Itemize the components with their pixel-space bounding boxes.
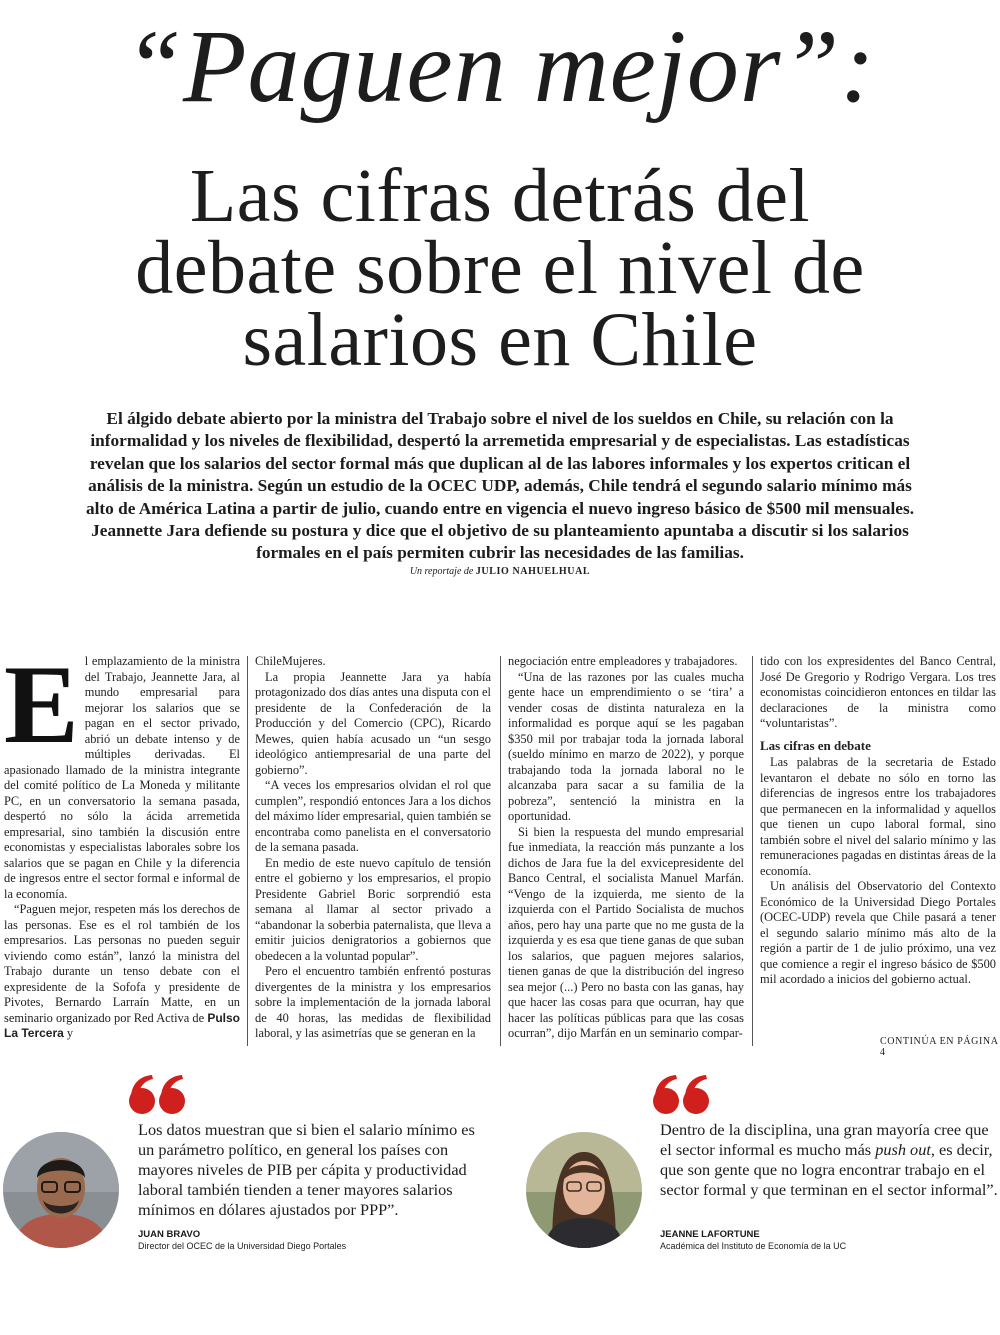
article-column-2 <box>255 654 491 1050</box>
subheadline-line-3: salarios en Chile <box>242 298 758 382</box>
pull-quote <box>660 1120 1000 1200</box>
pull-quote: Los datos muestran que si bien el salario mínimo es un parámetro político, en general los países con mayores niveles de PIB per cápita y productividad laboral también tienden a tener mayores salarios mínimos en dólares ajustados por PPP”. <box>138 1120 475 1219</box>
column-divider <box>752 656 753 1046</box>
portrait-photo <box>526 1132 642 1248</box>
paragraph: “Una de las razones por las cuales mucha gente hace un emprendimiento o se ‘tira’ a vender cosas de distinta naturaleza en la informalidad es porque aquí se les pagaban $350 mil por trabajar toda la jornada laboral (sueldo mínimo en marzo de 2022), y porque trabajando toda la jornada laboral no le alcanzaba para sacar a su familia de la pobreza”, sentenció la ministra en la oportunidad. <box>508 669 744 823</box>
brand-name: Pulso La Tercera <box>4 1010 240 1040</box>
paragraph: Si bien la respuesta del mundo empresarial fue inmediata, la reacción más punzante a los dichos de Jara fue la del exvicepresidente del Banco Central, el socialista Manuel Marfán. “Vengo de la izquierda, me siento de la izquierda con el Partido Socialista de muchos años, pero hay una parte que no me gusta de la izquierda y es esa que tiene ganas de que suban los salarios, que paguen mejores salarios, tienen ganas de que la distribución del ingreso sea mejor (...) Pero no basta con las ganas, hay que hacer las cosas para que ocurran, hay que hacer las políticas públicas para que las cosas ocurran”, dijo Marfán en un seminario compar- <box>508 824 744 1040</box>
continued-on-page: CONTINÚA EN PÁGINA 4 <box>880 1036 999 1058</box>
paragraph <box>4 902 240 1042</box>
paragraph: negociación entre empleadores y trabajadores. <box>508 654 738 668</box>
paragraph: Las palabras de la secretaria de Estado levantaron el debate no sólo en torno las diferencias de ingresos entre los trabajadores que permanecen en la informalidad y aquellos que tienen un cupo laboral formal, sino también sobre el nivel del salario mínimo y las remuneraciones pagadas en distintas áreas de la economía. <box>760 755 997 878</box>
paragraph: tido con los expresidentes del Banco Central, José De Gregorio y Rodrigo Vergara. Los tres economistas coincidieron entonces en tildar las declaraciones de la ministra como “voluntaristas”. <box>760 654 996 730</box>
quote-author-name: JUAN BRAVO <box>138 1229 201 1240</box>
drop-cap: E <box>4 643 79 767</box>
byline-prefix: Un reportaje de <box>409 566 474 577</box>
byline <box>0 566 1000 577</box>
quote-text: Dentro de la disciplina, una gran mayoría cree que el sector informal es mucho más <box>660 1120 989 1159</box>
quote-author-name: JEANNE LAFORTUNE <box>660 1229 760 1240</box>
quote-mark-icon <box>652 1074 712 1116</box>
article-column-1 <box>4 643 240 1050</box>
paragraph-text: “Paguen mejor, respeten más los derechos de las personas. Ese es el rol también de los empresarios. Las personas no pueden seguir viviendo como están”, lanzó la ministra del Trabajo durante un tenso debate con el expresidente de la Sofofa y presidente de Pivotes, Bernardo Larraín Matte, en un seminario organizado por Red Activa de <box>4 902 240 1025</box>
paragraph: La propia Jeannette Jara ya había protagonizado dos días antes una disputa con el presidente de la Confederación de la Producción y del Comercio (CPC), Ricardo Mewes, quien había acusado un “un sesgo ideológico antiempresarial de una parte del gobierno”. <box>255 669 491 777</box>
paragraph: ChileMujeres. <box>255 654 326 668</box>
lede: El álgido debate abierto por la ministra del Trabajo sobre el nivel de los sueldos en Chile, su relación con la informalidad y los niveles de flexibilidad, despertó la arremetida empresarial y de especialistas. Las estadísticas revelan que los salarios del sector formal más que duplican al de las labores informales y los expertos critican el análisis de la ministra. Según un estudio de la OCEC UDP, además, Chile tendrá el segundo salario mínimo más alto de América Latina a partir de julio, cuando entre en vigencia el nuevo ingreso básico de $500 mil mensuales. Jeannette Jara defiende su postura y dice que el objetivo de su planteamiento apuntaba a discutir si los salarios formales en el país permiten cubrir las necesidades de las familias. <box>85 409 915 563</box>
quote-emphasis: push out <box>875 1140 931 1159</box>
quote-author-role: Director del OCEC de la Universidad Diego Portales <box>138 1241 347 1251</box>
section-heading: Las cifras en debate <box>760 737 871 753</box>
paragraph-end: y <box>66 1026 74 1040</box>
paragraph: Un análisis del Observatorio del Contexto Económico de la Universidad Diego Portales (OCEC-UDP) revela que Chile pasará a tener el segundo salario mínimo más alto de la región a partir de 1 de julio próximo, una vez que comience a regir el ingreso básico de $500 mil acordado a inicios del gobierno actual. <box>760 879 996 986</box>
subheadline-line-1: Las cifras detrás del <box>189 154 811 238</box>
portrait-photo <box>3 1132 119 1248</box>
subheadline-line-2: debate sobre el nivel de <box>135 226 865 310</box>
paragraph: En medio de este nuevo capítulo de tensión entre el gobierno y los empresarios, el propio Presidente Gabriel Boric sorprendió esta semana al llamar al sector privado a “abandonar la soberbia paternalista, que lleva a emitir juicios denigratorios a gobiernos que obedecen a la voluntad popular”. <box>255 855 491 963</box>
paragraph: Pero el encuentro también enfrentó posturas divergentes de la ministra y los empresarios sobre la implementación de la jornada laboral de 40 horas, las medidas de flexibilidad laboral, y las asimetrías que se generan en la <box>255 964 491 1040</box>
quote-author-role: Académica del Instituto de Economía de la UC <box>660 1241 847 1251</box>
quote-text: , es decir, que son gente que no logra encontrar trabajo en el sector formal y que terminan en el sector informal”. <box>660 1140 998 1199</box>
paragraph: “A veces los empresarios olvidan el rol que cumplen”, respondió entonces Jara a los dichos del máximo líder empresarial, quien también se encontraba como panelista en el conversatorio de la semana pasada. <box>255 778 491 854</box>
subheadline <box>60 154 940 382</box>
column-divider <box>247 656 248 1046</box>
headline: “Paguen mejor”: <box>124 9 876 124</box>
article-column-4 <box>760 654 996 1050</box>
column-divider <box>500 656 501 1046</box>
quote-mark-icon <box>128 1074 188 1116</box>
byline-author: JULIO NAHUELHUAL <box>475 566 591 577</box>
article-column-3 <box>508 654 744 1050</box>
paragraph: l emplazamiento de la ministra del Trabajo, Jeannette Jara, al mundo empresarial para mejorar los salarios que se pagan en el sector privado, abrió un debate intenso y de múltiples derivadas. El apasionado llamado de la ministra integrante del comité político de La Moneda y militante PC, en un conversatorio la semana pasada, despertó no sólo la ácida arremetida empresarial, sino también la discusión entre economistas y especialistas laborales sobre los salarios que se pagan en Chile y la diferencia de ingresos entre el sector formal e informal de la economía. <box>4 654 240 901</box>
